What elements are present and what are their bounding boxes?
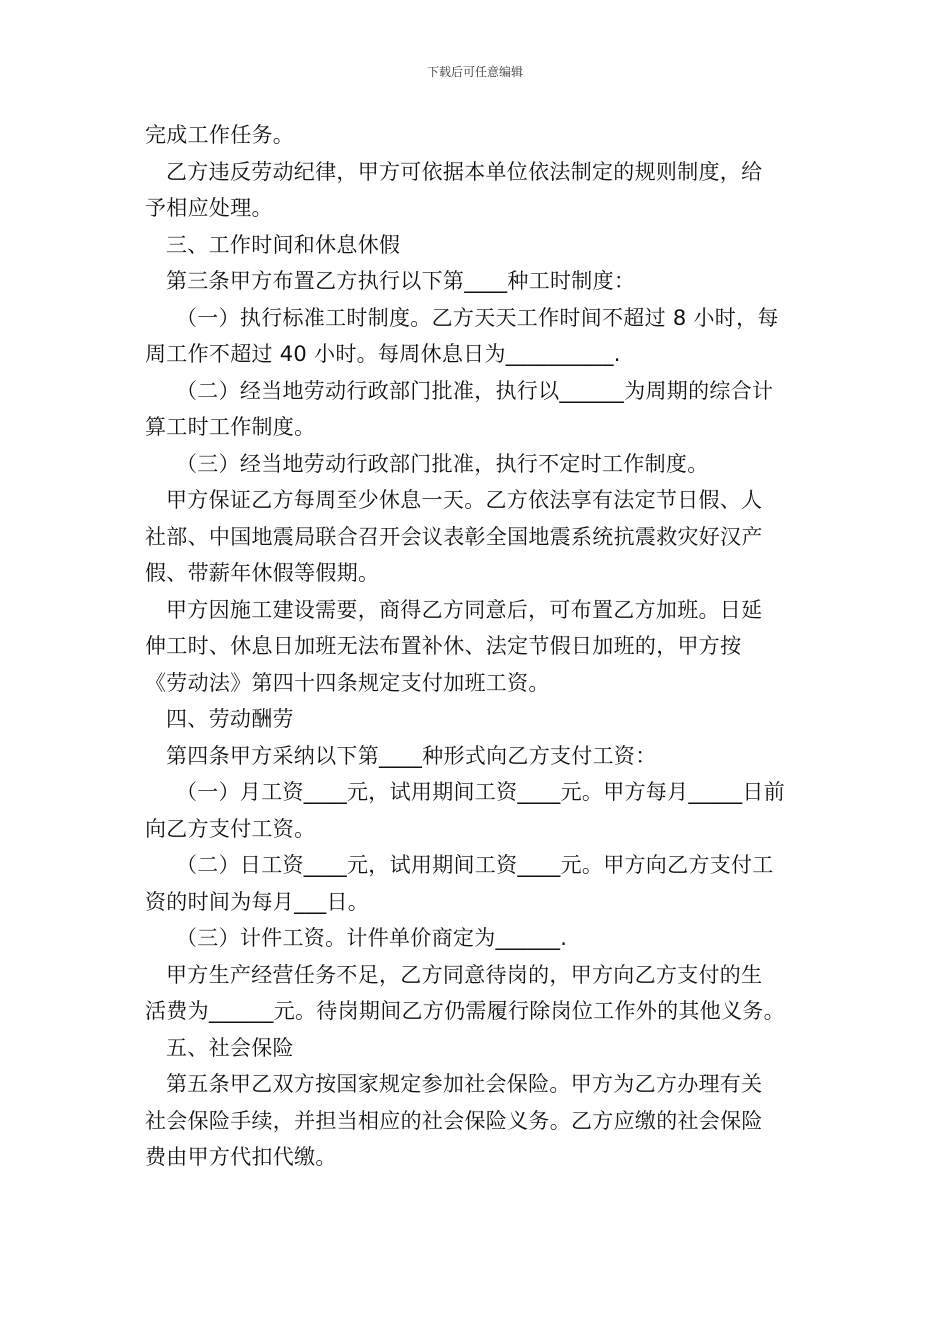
section-heading: 三、工作时间和休息休假 bbox=[166, 232, 401, 257]
paragraph-line: 完成工作任务。 bbox=[145, 123, 295, 147]
document-body bbox=[145, 117, 810, 1176]
clause-line: （二）日工资____元，试用期间工资____元。甲方向乙方支付工 bbox=[176, 853, 774, 877]
clause-line: （三）计件工资。计件单价商定为______. bbox=[176, 926, 568, 950]
paragraph-line: 予相应处理。 bbox=[145, 196, 273, 220]
paragraph-line: 假、带薪年休假等假期。 bbox=[145, 561, 380, 585]
article-line: 第五条甲乙双方按国家规定参加社会保险。甲方为乙方办理有关 bbox=[166, 1072, 763, 1096]
paragraph-line: 甲方生产经营任务不足，乙方同意待岗的，甲方向乙方支付的生 bbox=[166, 962, 763, 987]
paragraph-line: 乙方违反劳动纪律，甲方可依据本单位依法制定的规则制度，给 bbox=[166, 159, 763, 184]
paragraph-line: 社部、中国地震局联合召开会议表彰全国地震系统抗震救灾好汉产 bbox=[145, 524, 763, 549]
paragraph-line: 资的时间为每月___日。 bbox=[145, 889, 370, 914]
page-header: 下载后可任意编辑 bbox=[426, 65, 523, 79]
paragraph-line: 向乙方支付工资。 bbox=[145, 816, 316, 841]
article-line: 第三条甲方布置乙方执行以下第____种工时制度： bbox=[166, 269, 636, 293]
clause-line: （一）月工资____元，试用期间工资____元。甲方每月_____日前 bbox=[176, 780, 785, 804]
paragraph-line: 《劳动法》第四十四条规定支付加班工资。 bbox=[145, 670, 550, 695]
section-heading: 四、劳动酬劳 bbox=[166, 707, 294, 731]
clause-line: （三）经当地劳动行政部门批准，执行不定时工作制度。 bbox=[176, 451, 709, 476]
section-heading: 五、社会保险 bbox=[166, 1035, 294, 1060]
paragraph-line: 算工时工作制度。 bbox=[145, 415, 316, 439]
clause-line: （二）经当地劳动行政部门批准，执行以______为周期的综合计 bbox=[176, 378, 774, 403]
paragraph-line: 周工作不超过 40 小时。每周休息日为__________. bbox=[145, 342, 621, 366]
paragraph-line: 甲方因施工建设需要，商得乙方同意后，可布置乙方加班。日延 bbox=[166, 597, 763, 622]
clause-line: （一）执行标准工时制度。乙方天天工作时间不超过 8 小时，每 bbox=[176, 305, 779, 330]
paragraph-line: 费由甲方代扣代缴。 bbox=[145, 1145, 337, 1169]
paragraph-line: 甲方保证乙方每周至少休息一天。乙方依法享有法定节日假、人 bbox=[166, 488, 763, 512]
article-line: 第四条甲方采纳以下第____种形式向乙方支付工资： bbox=[166, 743, 657, 768]
paragraph-line: 伸工时、休息日加班无法布置补休、法定节假日加班的，甲方按 bbox=[145, 634, 742, 658]
paragraph-line: 活费为______元。待岗期间乙方仍需履行除岗位工作外的其他义务。 bbox=[145, 999, 785, 1023]
paragraph-line: 社会保险手续，并担当相应的社会保险义务。乙方应缴的社会保险 bbox=[145, 1108, 763, 1133]
